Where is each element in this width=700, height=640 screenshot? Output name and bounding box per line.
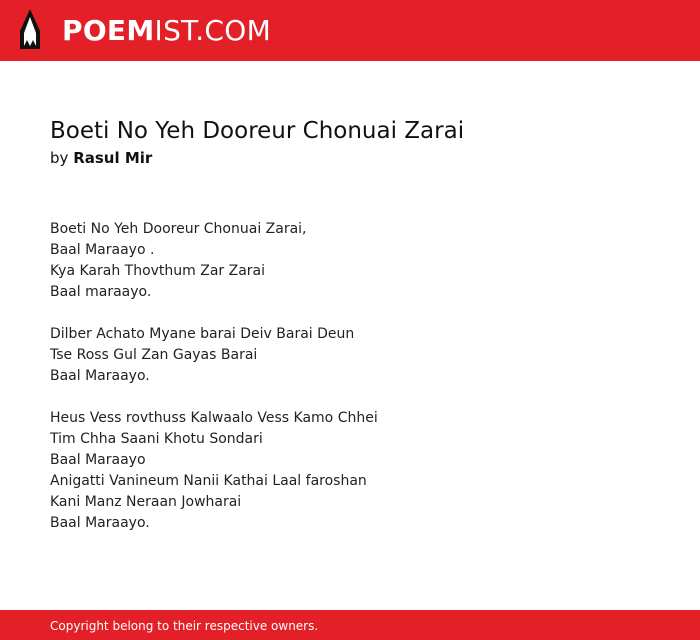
poem-line: Tse Ross Gul Zan Gayas Barai — [50, 347, 258, 363]
site-header — [0, 0, 700, 61]
site-logo[interactable] — [62, 14, 271, 48]
poem-line: Baal Maraayo. — [50, 515, 150, 531]
poem-line: Baal Maraayo — [50, 452, 146, 468]
copyright-notice: Copyright belong to their respective owners. — [50, 619, 319, 633]
poem-content — [50, 116, 670, 534]
author-name: Rasul Mir — [73, 149, 153, 167]
poem-line: Heus Vess rovthuss Kalwaalo Vess Kamo Chhei — [50, 410, 378, 426]
poem-line: Kya Karah Thovthum Zar Zarai — [50, 263, 266, 279]
poem-line: Boeti No Yeh Dooreur Chonuai Zarai, — [50, 221, 307, 237]
stanza — [50, 324, 670, 387]
poem-title: Boeti No Yeh Dooreur Chonuai Zarai — [50, 118, 465, 144]
pencil-tip-icon[interactable] — [16, 9, 44, 53]
logo-text-bold: POEM — [62, 14, 155, 47]
poem-line: Dilber Achato Myane barai Deiv Barai Deun — [50, 326, 355, 342]
stanza — [50, 219, 670, 303]
poem-line: Baal Maraayo. — [50, 368, 150, 384]
poem-line: Baal maraayo. — [50, 284, 152, 300]
site-footer — [0, 610, 700, 640]
poem-line: Kani Manz Neraan Jowharai — [50, 494, 242, 510]
poem-line: Tim Chha Saani Khotu Sondari — [50, 431, 263, 447]
stanza — [50, 408, 670, 534]
byline — [50, 148, 670, 168]
poem-line: Baal Maraayo . — [50, 242, 155, 258]
poem-line: Anigatti Vanineum Nanii Kathai Laal faroshan — [50, 473, 367, 489]
logo-text-light: IST.COM — [154, 14, 272, 47]
by-label: by — [50, 149, 69, 167]
